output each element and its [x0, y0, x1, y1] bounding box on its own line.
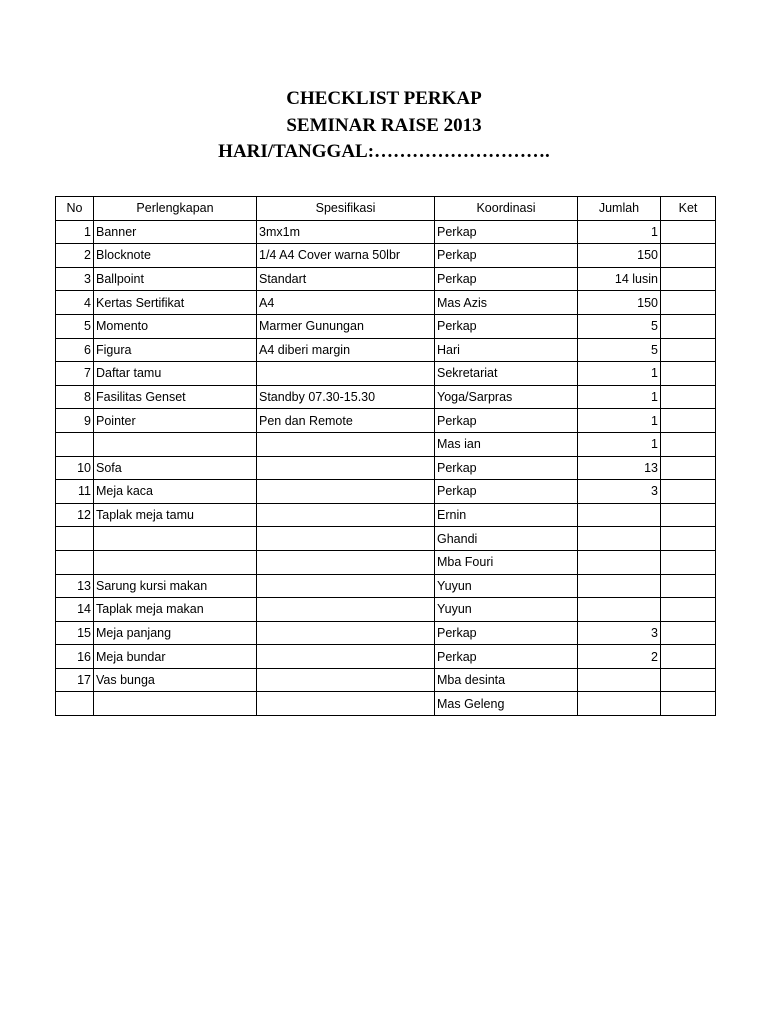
cell-koordinasi: Sekretariat: [435, 362, 578, 386]
cell-spesifikasi: [257, 480, 435, 504]
cell-koordinasi: Perkap: [435, 409, 578, 433]
cell-koordinasi: Perkap: [435, 480, 578, 504]
table-row: [56, 244, 716, 268]
cell-spesifikasi: A4: [257, 291, 435, 315]
cell-koordinasi: Perkap: [435, 314, 578, 338]
cell-koordinasi: Mba Fouri: [435, 550, 578, 574]
cell-perlengkapan: Taplak meja tamu: [94, 503, 257, 527]
table-row: [56, 267, 716, 291]
cell-ket: [661, 409, 716, 433]
table-row: [56, 527, 716, 551]
column-header-perlengkapan: Perlengkapan: [94, 197, 257, 221]
cell-perlengkapan: Daftar tamu: [94, 362, 257, 386]
cell-ket: [661, 480, 716, 504]
cell-ket: [661, 456, 716, 480]
cell-jumlah: [578, 692, 661, 716]
table-row: [56, 550, 716, 574]
cell-perlengkapan: Ballpoint: [94, 267, 257, 291]
table-row: [56, 574, 716, 598]
table-row: [56, 220, 716, 244]
cell-no: 2: [56, 244, 94, 268]
cell-spesifikasi: 1/4 A4 Cover warna 50lbr: [257, 244, 435, 268]
cell-koordinasi: Mas Geleng: [435, 692, 578, 716]
table-row: [56, 385, 716, 409]
cell-jumlah: [578, 574, 661, 598]
cell-ket: [661, 362, 716, 386]
cell-koordinasi: Perkap: [435, 621, 578, 645]
cell-koordinasi: Mas Azis: [435, 291, 578, 315]
column-header-jumlah: Jumlah: [578, 197, 661, 221]
cell-spesifikasi: [257, 621, 435, 645]
cell-spesifikasi: [257, 527, 435, 551]
cell-perlengkapan: [94, 550, 257, 574]
cell-spesifikasi: [257, 598, 435, 622]
cell-ket: [661, 574, 716, 598]
cell-perlengkapan: Vas bunga: [94, 668, 257, 692]
cell-jumlah: 14 lusin: [578, 267, 661, 291]
column-header-no: No: [56, 197, 94, 221]
cell-perlengkapan: Meja kaca: [94, 480, 257, 504]
cell-spesifikasi: [257, 550, 435, 574]
cell-jumlah: 1: [578, 220, 661, 244]
cell-ket: [661, 621, 716, 645]
cell-perlengkapan: [94, 692, 257, 716]
cell-perlengkapan: Banner: [94, 220, 257, 244]
cell-jumlah: 1: [578, 362, 661, 386]
cell-jumlah: 3: [578, 480, 661, 504]
table-row: [56, 409, 716, 433]
cell-ket: [661, 692, 716, 716]
cell-ket: [661, 527, 716, 551]
cell-koordinasi: Ghandi: [435, 527, 578, 551]
cell-perlengkapan: Figura: [94, 338, 257, 362]
cell-spesifikasi: A4 diberi margin: [257, 338, 435, 362]
cell-perlengkapan: [94, 527, 257, 551]
cell-koordinasi: Ernin: [435, 503, 578, 527]
cell-ket: [661, 668, 716, 692]
cell-spesifikasi: [257, 645, 435, 669]
cell-jumlah: [578, 598, 661, 622]
cell-jumlah: [578, 550, 661, 574]
cell-perlengkapan: [94, 432, 257, 456]
cell-ket: [661, 267, 716, 291]
table-row: [56, 621, 716, 645]
cell-spesifikasi: Marmer Gunungan: [257, 314, 435, 338]
cell-no: 12: [56, 503, 94, 527]
table-header-row: [56, 197, 716, 221]
cell-jumlah: 13: [578, 456, 661, 480]
table-row: [56, 480, 716, 504]
cell-no: 1: [56, 220, 94, 244]
cell-ket: [661, 550, 716, 574]
column-header-koordinasi: Koordinasi: [435, 197, 578, 221]
cell-jumlah: [578, 527, 661, 551]
cell-jumlah: 5: [578, 314, 661, 338]
cell-perlengkapan: Momento: [94, 314, 257, 338]
cell-no: [56, 550, 94, 574]
cell-no: 17: [56, 668, 94, 692]
cell-no: 9: [56, 409, 94, 433]
cell-spesifikasi: [257, 456, 435, 480]
cell-jumlah: 1: [578, 432, 661, 456]
cell-no: 8: [56, 385, 94, 409]
cell-no: 7: [56, 362, 94, 386]
cell-spesifikasi: [257, 503, 435, 527]
cell-no: 5: [56, 314, 94, 338]
cell-no: 3: [56, 267, 94, 291]
cell-perlengkapan: Sarung kursi makan: [94, 574, 257, 598]
table-row: [56, 362, 716, 386]
table-row: [56, 456, 716, 480]
cell-jumlah: 150: [578, 244, 661, 268]
cell-spesifikasi: Pen dan Remote: [257, 409, 435, 433]
cell-perlengkapan: Meja panjang: [94, 621, 257, 645]
cell-koordinasi: Yuyun: [435, 598, 578, 622]
cell-no: 13: [56, 574, 94, 598]
cell-koordinasi: Mba desinta: [435, 668, 578, 692]
cell-perlengkapan: Fasilitas Genset: [94, 385, 257, 409]
cell-no: 14: [56, 598, 94, 622]
table-row: [56, 291, 716, 315]
table-row: [56, 692, 716, 716]
checklist-table: [55, 196, 716, 716]
document-subtitle: SEMINAR RAISE 2013: [286, 115, 482, 136]
cell-jumlah: [578, 668, 661, 692]
cell-jumlah: 3: [578, 621, 661, 645]
cell-no: 16: [56, 645, 94, 669]
cell-ket: [661, 291, 716, 315]
cell-perlengkapan: Pointer: [94, 409, 257, 433]
cell-perlengkapan: Sofa: [94, 456, 257, 480]
cell-ket: [661, 244, 716, 268]
cell-koordinasi: Yuyun: [435, 574, 578, 598]
cell-no: 11: [56, 480, 94, 504]
cell-koordinasi: Mas ian: [435, 432, 578, 456]
cell-spesifikasi: Standby 07.30-15.30: [257, 385, 435, 409]
cell-no: [56, 527, 94, 551]
cell-ket: [661, 338, 716, 362]
document-title: CHECKLIST PERKAP: [286, 88, 482, 109]
date-label: HARI/TANGGAL:……………………….: [218, 141, 550, 162]
cell-ket: [661, 598, 716, 622]
cell-jumlah: 1: [578, 409, 661, 433]
table-row: [56, 432, 716, 456]
cell-koordinasi: Perkap: [435, 645, 578, 669]
cell-perlengkapan: Taplak meja makan: [94, 598, 257, 622]
cell-ket: [661, 385, 716, 409]
cell-spesifikasi: Standart: [257, 267, 435, 291]
cell-perlengkapan: Kertas Sertifikat: [94, 291, 257, 315]
cell-no: 15: [56, 621, 94, 645]
cell-spesifikasi: [257, 668, 435, 692]
cell-perlengkapan: Meja bundar: [94, 645, 257, 669]
cell-spesifikasi: [257, 362, 435, 386]
cell-no: [56, 432, 94, 456]
cell-koordinasi: Perkap: [435, 456, 578, 480]
cell-ket: [661, 432, 716, 456]
cell-jumlah: 2: [578, 645, 661, 669]
cell-spesifikasi: 3mx1m: [257, 220, 435, 244]
cell-koordinasi: Perkap: [435, 267, 578, 291]
cell-ket: [661, 220, 716, 244]
table-row: [56, 503, 716, 527]
cell-spesifikasi: [257, 432, 435, 456]
table-row: [56, 314, 716, 338]
table-row: [56, 645, 716, 669]
cell-jumlah: 5: [578, 338, 661, 362]
cell-koordinasi: Perkap: [435, 244, 578, 268]
cell-perlengkapan: Blocknote: [94, 244, 257, 268]
cell-ket: [661, 314, 716, 338]
cell-spesifikasi: [257, 574, 435, 598]
column-header-spesifikasi: Spesifikasi: [257, 197, 435, 221]
column-header-ket: Ket: [661, 197, 716, 221]
cell-no: 4: [56, 291, 94, 315]
cell-jumlah: [578, 503, 661, 527]
cell-ket: [661, 503, 716, 527]
table-row: [56, 668, 716, 692]
cell-jumlah: 1: [578, 385, 661, 409]
cell-no: 6: [56, 338, 94, 362]
cell-ket: [661, 645, 716, 669]
cell-jumlah: 150: [578, 291, 661, 315]
cell-no: [56, 692, 94, 716]
table-row: [56, 598, 716, 622]
cell-spesifikasi: [257, 692, 435, 716]
cell-koordinasi: Perkap: [435, 220, 578, 244]
cell-koordinasi: Hari: [435, 338, 578, 362]
table-row: [56, 338, 716, 362]
cell-no: 10: [56, 456, 94, 480]
cell-koordinasi: Yoga/Sarpras: [435, 385, 578, 409]
